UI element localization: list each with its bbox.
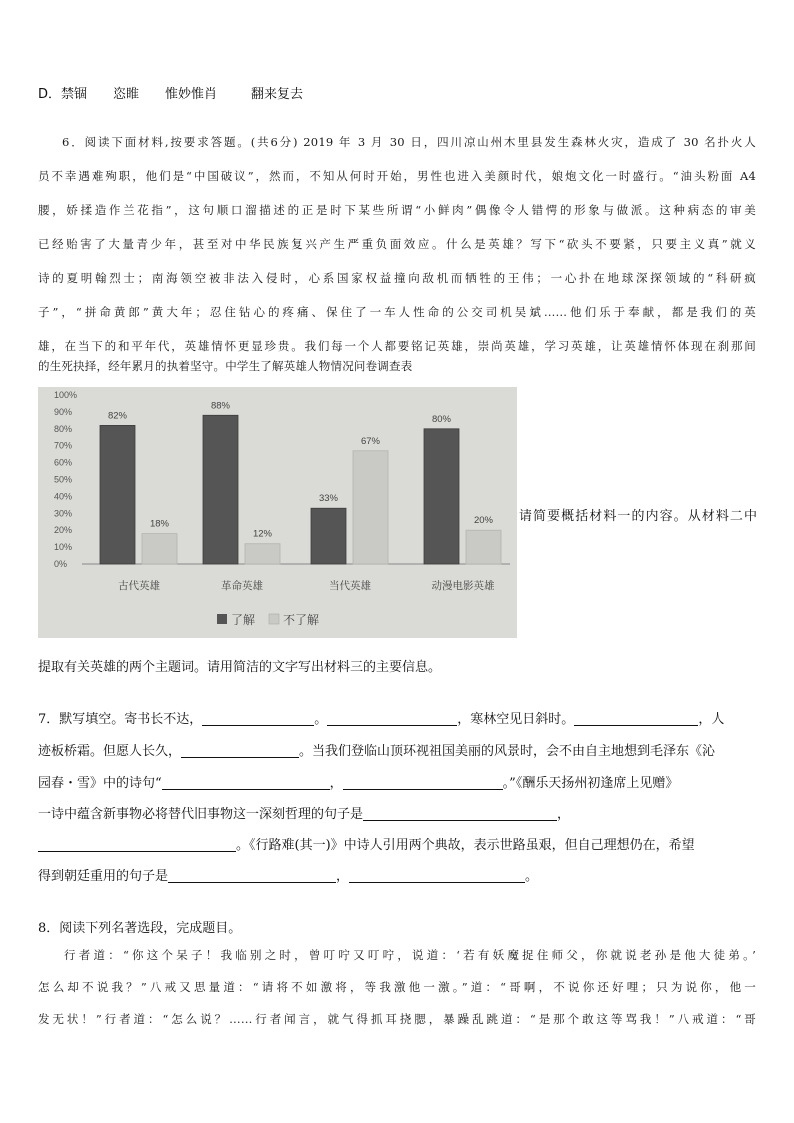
q7-text: 。 xyxy=(314,712,328,727)
q7-text: ， xyxy=(336,869,350,884)
q6-prompt-side: 请简要概括材料一的内容。从材料二中 xyxy=(519,509,757,524)
y-tick-label: 10% xyxy=(54,542,73,553)
x-tick-label: 动漫电影英雄 xyxy=(431,580,495,592)
q7-text: 得到朝廷重用的句子是 xyxy=(38,869,169,884)
data-label: 18% xyxy=(149,518,170,530)
answer-blank[interactable] xyxy=(574,712,698,726)
y-tick-label: 100% xyxy=(54,390,78,400)
y-tick-label: 0% xyxy=(54,559,68,569)
y-tick-label: 80% xyxy=(54,423,73,434)
answer-blank[interactable] xyxy=(327,712,457,726)
data-label: 88% xyxy=(210,400,231,412)
y-tick-label: 60% xyxy=(54,457,73,468)
data-label: 33% xyxy=(318,493,339,505)
y-tick-label: 90% xyxy=(54,406,73,417)
q7-text: 。 xyxy=(525,869,539,884)
answer-blank[interactable] xyxy=(363,807,557,821)
q7-text: ， xyxy=(329,776,343,791)
y-tick-label: 50% xyxy=(54,474,73,485)
q8-passage-line: 怎么却不说我？”八戒又思量道：“请将不如激将，等我激他一激。”道：“哥啊，不说你还好哩；只为说你，他一 xyxy=(38,980,756,994)
answer-blank[interactable] xyxy=(343,776,503,790)
chart-bar xyxy=(203,415,238,564)
q7-text: 。”《酬乐天扬州初逢席上见赠》 xyxy=(502,776,679,791)
data-label: 82% xyxy=(107,410,128,422)
y-tick-label: 20% xyxy=(54,525,73,536)
q7-text: 。《行路难(其一)》中诗人引用两个典故，表示世路虽艰，但自己理想仍在，希望 xyxy=(236,838,695,853)
q7-line-4 xyxy=(38,803,756,822)
answer-blank[interactable] xyxy=(162,776,330,790)
x-tick-label: 古代英雄 xyxy=(118,580,160,592)
q6-line: 诗的夏明翰烈士；南海领空被非法入侵时，心系国家权益撞向敌机而牺牲的王伟；一心扑在地球深探领域的“科研疯 xyxy=(38,271,756,285)
q7-text: 7．默写填空。寄书长不达， xyxy=(38,712,203,727)
q7-line-6 xyxy=(38,865,756,884)
q7-text: 一诗中蕴含新事物必将替代旧事物这一深刻哲理的句子是 xyxy=(38,807,364,822)
q6-line: 雄，在当下的和平年代，英雄情怀更显珍贵。我们每一个人都要铭记英雄，崇尚英雄，学习英雄，让英雄情怀体现在刹那间 xyxy=(38,339,756,353)
survey-chart-photo xyxy=(38,387,517,638)
chart-bar xyxy=(466,530,501,564)
q6-line: 已经贻害了大量青少年，甚至对中华民族复兴产生严重负面效应。什么是英雄？写下“砍头不要紧，只要主义真”就义 xyxy=(38,237,756,251)
survey-bar-chart xyxy=(38,387,517,638)
data-label: 67% xyxy=(360,435,381,447)
q7-text: ，寒林空见日斜时。 xyxy=(457,712,575,727)
chart-bar xyxy=(424,429,459,564)
legend-swatch-known xyxy=(217,614,227,624)
q7-line-5 xyxy=(38,834,756,853)
q6-line: 子”，“拼命黄郎”黄大年；忍住钻心的疼痛、保住了一车人性命的公交司机吴斌……他们乐于奉献，都是我们的英 xyxy=(38,305,756,319)
q7-text: 。当我们登临山顶环视祖国美丽的风景时，会不由自主地想到毛泽东《沁 xyxy=(299,744,716,759)
legend-label-known: 了解 xyxy=(231,613,256,627)
option-d-word-4: 翻来复去 xyxy=(251,87,304,102)
data-label: 20% xyxy=(473,515,494,527)
q7-text: 迹板桥霜。但愿人长久， xyxy=(38,744,182,759)
chart-bar xyxy=(142,534,177,564)
data-label: 12% xyxy=(252,528,273,540)
answer-blank[interactable] xyxy=(181,744,299,758)
y-tick-label: 40% xyxy=(54,491,73,502)
q8-passage-line: 发无状！”行者道：“怎么说？……行者闻言，就气得抓耳挠腮，暴躁乱跳道：“是那个敢这等骂我！”八戒道：“哥 xyxy=(38,1012,756,1026)
chart-bar xyxy=(353,451,388,564)
legend-label-unknown: 不了解 xyxy=(283,613,320,627)
answer-blank[interactable] xyxy=(349,869,525,883)
legend-swatch-unknown xyxy=(269,614,279,624)
q6-line: 的生死抉择，经年累月的执着坚守。中学生了解英雄人物情况问卷调查表 xyxy=(38,359,413,373)
option-d-word-3: 惟妙惟肖 xyxy=(165,87,218,102)
data-label: 80% xyxy=(431,413,452,425)
q6-line: 腰，娇揉造作兰花指”，这句顺口溜描述的正是时下某些所谓“小鲜肉”偶像令人错愕的形象与做派。这种病态的审美 xyxy=(38,203,756,217)
option-d-label: D．禁锢 xyxy=(38,87,88,102)
chart-bar xyxy=(311,508,346,564)
x-tick-label: 当代英雄 xyxy=(329,580,371,592)
q7-text: 园春・雪》中的诗句“ xyxy=(38,776,162,791)
option-d-line xyxy=(38,83,303,102)
answer-blank[interactable] xyxy=(38,838,236,852)
q7-line-1 xyxy=(38,708,756,727)
q8-passage-line: 行者道：“你这个呆子！我临别之时，曾叮咛又叮咛，说道：‘若有妖魔捉住师父，你就说老孙是他大徒弟。’ xyxy=(64,948,756,962)
q7-text: ，人 xyxy=(698,712,725,727)
option-d-word-2: 恣睢 xyxy=(113,87,140,102)
y-tick-label: 70% xyxy=(54,440,73,451)
q7-line-3 xyxy=(38,772,756,791)
x-tick-label: 革命英雄 xyxy=(221,580,263,592)
q7-text: ， xyxy=(557,807,571,822)
y-tick-label: 30% xyxy=(54,508,73,519)
chart-bar xyxy=(100,425,135,564)
answer-blank[interactable] xyxy=(168,869,336,883)
q6-line: 员不幸遇难殉职，他们是“中国破议”，然而，不知从何时开始，男性也进入美颜时代，娘炮文化一时盛行。“油头粉面 A4 xyxy=(38,169,756,183)
chart-bar xyxy=(245,544,280,564)
q6-line: 6．阅读下面材料,按要求答题。(共6分) 2019 年 3 月 30 日，四川凉山州木里县发生森林火灾，造成了 30 名扑火人 xyxy=(62,135,756,149)
q8-title: 8．阅读下列名著选段，完成题目。 xyxy=(38,921,242,936)
q7-line-2 xyxy=(38,740,756,759)
q6-prompt-continued: 提取有关英雄的两个主题词。请用简洁的文字写出材料三的主要信息。 xyxy=(38,660,442,675)
answer-blank[interactable] xyxy=(202,712,314,726)
